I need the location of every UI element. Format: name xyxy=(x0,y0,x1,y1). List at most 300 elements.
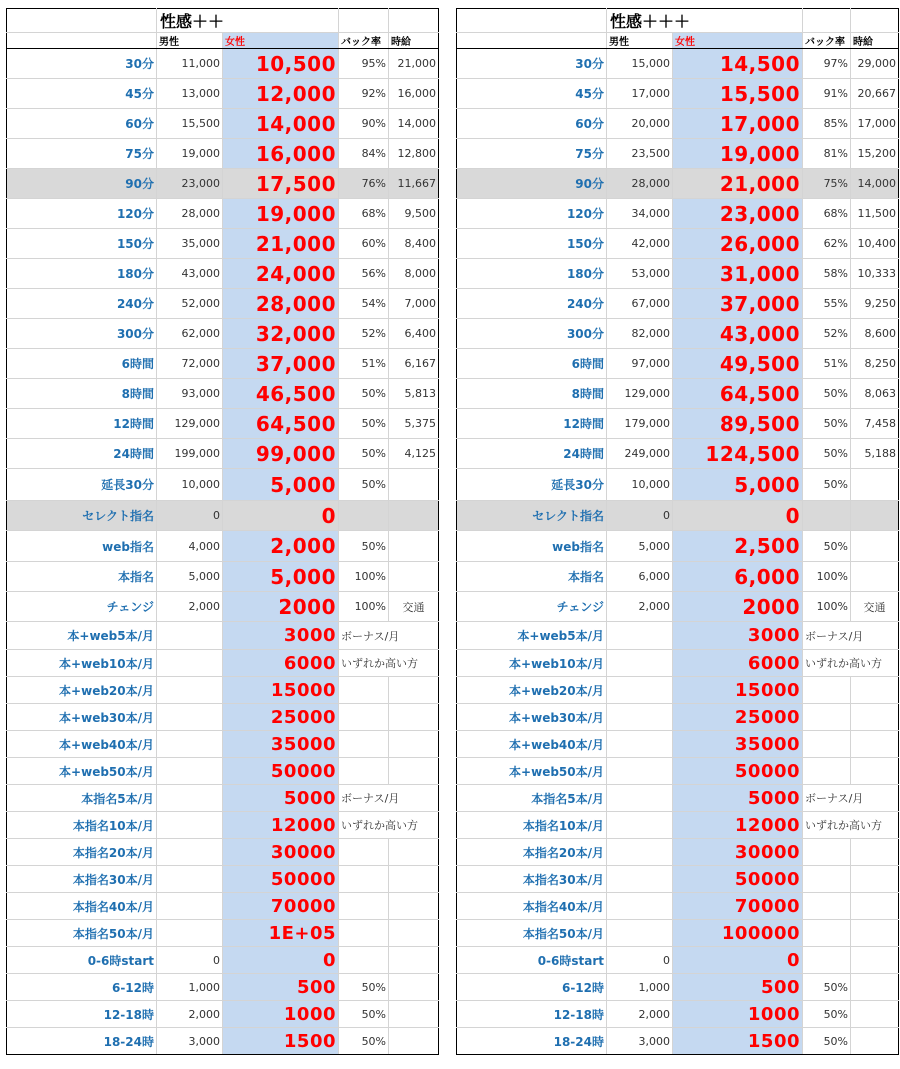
back-rate: 50% xyxy=(803,439,851,469)
hourly-rate xyxy=(389,469,439,501)
male-price xyxy=(157,650,223,677)
female-price: 46,500 xyxy=(223,379,339,409)
table-row xyxy=(7,839,439,866)
back-rate xyxy=(803,839,851,866)
row-label: 本指名50本/月 xyxy=(457,920,607,947)
male-price: 1,000 xyxy=(607,974,673,1001)
row-label: セレクト指名 xyxy=(7,501,157,531)
table-row xyxy=(457,379,899,409)
back-rate: 50% xyxy=(339,531,389,562)
row-label: 60分 xyxy=(457,109,607,139)
back-rate: 85% xyxy=(803,109,851,139)
title-row xyxy=(457,9,899,33)
female-price: 14,000 xyxy=(223,109,339,139)
blank-cell xyxy=(7,9,157,33)
female-price: 1500 xyxy=(223,1028,339,1055)
table-row xyxy=(457,920,899,947)
table-row xyxy=(457,531,899,562)
male-price xyxy=(607,677,673,704)
male-price xyxy=(607,758,673,785)
male-price: 199,000 xyxy=(157,439,223,469)
table-row xyxy=(457,650,899,677)
hourly-rate xyxy=(389,893,439,920)
header-row xyxy=(457,33,899,49)
back-rate: 50% xyxy=(339,1028,389,1055)
table-row xyxy=(7,622,439,650)
row-label: 本+web10本/月 xyxy=(7,650,157,677)
male-price: 23,000 xyxy=(157,169,223,199)
female-price: 0 xyxy=(223,947,339,974)
male-price xyxy=(607,920,673,947)
back-rate xyxy=(339,893,389,920)
table-row xyxy=(457,839,899,866)
row-label: 本+web50本/月 xyxy=(457,758,607,785)
back-rate: 50% xyxy=(339,409,389,439)
male-price: 72,000 xyxy=(157,349,223,379)
female-price: 43,000 xyxy=(673,319,803,349)
row-label: 150分 xyxy=(7,229,157,259)
back-rate xyxy=(803,704,851,731)
male-price xyxy=(157,866,223,893)
back-rate: 51% xyxy=(803,349,851,379)
row-label: 本指名 xyxy=(7,562,157,592)
female-price: 0 xyxy=(673,501,803,531)
female-price: 1500 xyxy=(673,1028,803,1055)
row-label: 240分 xyxy=(7,289,157,319)
blank-cell xyxy=(457,33,607,49)
female-price: 2000 xyxy=(673,592,803,622)
header-back-rate: バック率 xyxy=(803,33,851,49)
back-rate: 60% xyxy=(339,229,389,259)
male-price xyxy=(157,893,223,920)
male-price: 10,000 xyxy=(607,469,673,501)
female-price: 23,000 xyxy=(673,199,803,229)
female-price: 37,000 xyxy=(673,289,803,319)
bonus-note: ボーナス/月 xyxy=(803,785,899,812)
hourly-rate: 21,000 xyxy=(389,49,439,79)
row-label: 120分 xyxy=(457,199,607,229)
row-label: 120分 xyxy=(7,199,157,229)
female-price: 2,000 xyxy=(223,531,339,562)
row-label: 本指名20本/月 xyxy=(457,839,607,866)
table-row xyxy=(457,758,899,785)
female-price: 124,500 xyxy=(673,439,803,469)
male-price: 3,000 xyxy=(157,1028,223,1055)
row-label: 45分 xyxy=(457,79,607,109)
row-label: 本+web30本/月 xyxy=(457,704,607,731)
female-price: 89,500 xyxy=(673,409,803,439)
male-price: 2,000 xyxy=(607,592,673,622)
table-row xyxy=(457,469,899,501)
hourly-rate: 14,000 xyxy=(389,109,439,139)
male-price: 62,000 xyxy=(157,319,223,349)
male-price xyxy=(157,758,223,785)
row-label: 本+web30本/月 xyxy=(7,704,157,731)
row-label: セレクト指名 xyxy=(457,501,607,531)
female-price: 17,500 xyxy=(223,169,339,199)
table-row xyxy=(457,1001,899,1028)
row-label: 本+web40本/月 xyxy=(7,731,157,758)
hourly-rate: 29,000 xyxy=(851,49,899,79)
hourly-rate: 5,375 xyxy=(389,409,439,439)
row-label: 本+web10本/月 xyxy=(457,650,607,677)
table-row xyxy=(7,974,439,1001)
back-rate xyxy=(339,501,389,531)
back-rate: 100% xyxy=(339,592,389,622)
bonus-note: ボーナス/月 xyxy=(339,785,439,812)
bonus-note: いずれか高い方 xyxy=(339,650,439,677)
back-rate xyxy=(339,947,389,974)
table-row xyxy=(457,731,899,758)
female-price: 15,500 xyxy=(673,79,803,109)
table-row xyxy=(7,501,439,531)
female-price: 99,000 xyxy=(223,439,339,469)
male-price: 5,000 xyxy=(157,562,223,592)
back-rate: 50% xyxy=(803,409,851,439)
hourly-rate: 12,800 xyxy=(389,139,439,169)
male-price: 1,000 xyxy=(157,974,223,1001)
hourly-rate xyxy=(851,893,899,920)
hourly-rate xyxy=(389,839,439,866)
row-label: 本+web5本/月 xyxy=(7,622,157,650)
male-price xyxy=(607,893,673,920)
female-price: 17,000 xyxy=(673,109,803,139)
bonus-note: いずれか高い方 xyxy=(803,650,899,677)
header-hourly: 時給 xyxy=(851,33,899,49)
male-price: 23,500 xyxy=(607,139,673,169)
female-price: 100000 xyxy=(673,920,803,947)
row-label: 本指名40本/月 xyxy=(457,893,607,920)
row-label: 30分 xyxy=(457,49,607,79)
table-row xyxy=(7,920,439,947)
table-row xyxy=(457,139,899,169)
back-rate: 62% xyxy=(803,229,851,259)
back-rate: 95% xyxy=(339,49,389,79)
back-rate: 84% xyxy=(339,139,389,169)
table-row xyxy=(7,531,439,562)
female-price: 1E+05 xyxy=(223,920,339,947)
table-row xyxy=(457,812,899,839)
blank-cell xyxy=(851,9,899,33)
female-price: 35000 xyxy=(223,731,339,758)
male-price: 34,000 xyxy=(607,199,673,229)
female-price: 16,000 xyxy=(223,139,339,169)
hourly-rate: 16,000 xyxy=(389,79,439,109)
back-rate: 56% xyxy=(339,259,389,289)
back-rate xyxy=(803,677,851,704)
table-row xyxy=(7,812,439,839)
male-price: 3,000 xyxy=(607,1028,673,1055)
male-price: 10,000 xyxy=(157,469,223,501)
male-price: 17,000 xyxy=(607,79,673,109)
male-price: 28,000 xyxy=(607,169,673,199)
female-price: 12000 xyxy=(673,812,803,839)
male-price: 2,000 xyxy=(607,1001,673,1028)
table-row xyxy=(457,622,899,650)
female-price: 5,000 xyxy=(223,469,339,501)
female-price: 25000 xyxy=(673,704,803,731)
bonus-note: ボーナス/月 xyxy=(803,622,899,650)
table-row xyxy=(7,893,439,920)
table-row xyxy=(457,49,899,79)
back-rate: 50% xyxy=(339,439,389,469)
male-price: 53,000 xyxy=(607,259,673,289)
table-row xyxy=(457,199,899,229)
back-rate: 58% xyxy=(803,259,851,289)
female-price: 2,500 xyxy=(673,531,803,562)
table-title: 性感＋＋ xyxy=(157,9,339,33)
row-label: 6-12時 xyxy=(457,974,607,1001)
row-label: 24時間 xyxy=(457,439,607,469)
table-row xyxy=(457,409,899,439)
male-price xyxy=(157,677,223,704)
table-row xyxy=(7,289,439,319)
back-rate: 50% xyxy=(803,974,851,1001)
hourly-rate: 11,500 xyxy=(851,199,899,229)
male-price xyxy=(607,704,673,731)
male-price xyxy=(607,812,673,839)
back-rate xyxy=(339,839,389,866)
male-price: 97,000 xyxy=(607,349,673,379)
back-rate: 100% xyxy=(803,592,851,622)
back-rate xyxy=(803,920,851,947)
row-label: 150分 xyxy=(457,229,607,259)
back-rate xyxy=(339,704,389,731)
male-price: 2,000 xyxy=(157,1001,223,1028)
male-price xyxy=(157,704,223,731)
bonus-note: いずれか高い方 xyxy=(339,812,439,839)
table-row xyxy=(7,650,439,677)
hourly-rate: 7,000 xyxy=(389,289,439,319)
female-price: 26,000 xyxy=(673,229,803,259)
female-price: 6000 xyxy=(673,650,803,677)
male-price: 129,000 xyxy=(157,409,223,439)
back-rate: 100% xyxy=(339,562,389,592)
hourly-rate: 8,063 xyxy=(851,379,899,409)
male-price: 0 xyxy=(607,947,673,974)
back-rate xyxy=(803,866,851,893)
back-rate: 51% xyxy=(339,349,389,379)
hourly-rate xyxy=(851,531,899,562)
row-label: 240分 xyxy=(457,289,607,319)
back-rate: 50% xyxy=(803,379,851,409)
female-price: 25000 xyxy=(223,704,339,731)
blank-cell xyxy=(339,9,389,33)
male-price xyxy=(157,839,223,866)
row-label: 12時間 xyxy=(7,409,157,439)
table-row xyxy=(457,562,899,592)
male-price xyxy=(607,839,673,866)
row-label: 12-18時 xyxy=(7,1001,157,1028)
hourly-rate xyxy=(851,758,899,785)
row-label: 本指名20本/月 xyxy=(7,839,157,866)
table-title: 性感＋＋＋ xyxy=(607,9,803,33)
table-row xyxy=(457,229,899,259)
table-row xyxy=(7,139,439,169)
hourly-rate xyxy=(851,866,899,893)
table-row xyxy=(457,677,899,704)
male-price: 20,000 xyxy=(607,109,673,139)
hourly-rate: 15,200 xyxy=(851,139,899,169)
hourly-rate: 9,250 xyxy=(851,289,899,319)
male-price: 5,000 xyxy=(607,531,673,562)
male-price: 67,000 xyxy=(607,289,673,319)
back-rate: 50% xyxy=(339,379,389,409)
table-row xyxy=(7,109,439,139)
row-label: 延長30分 xyxy=(457,469,607,501)
hourly-rate: 11,667 xyxy=(389,169,439,199)
female-price: 50000 xyxy=(223,866,339,893)
hourly-rate: 10,400 xyxy=(851,229,899,259)
header-male: 男性 xyxy=(607,33,673,49)
back-rate: 52% xyxy=(803,319,851,349)
table-row xyxy=(457,704,899,731)
female-price: 50000 xyxy=(673,758,803,785)
back-rate: 90% xyxy=(339,109,389,139)
back-rate: 68% xyxy=(339,199,389,229)
hourly-rate xyxy=(389,974,439,1001)
female-price: 49,500 xyxy=(673,349,803,379)
female-price: 1000 xyxy=(673,1001,803,1028)
female-price: 32,000 xyxy=(223,319,339,349)
table-row xyxy=(7,1001,439,1028)
row-label: 0-6時start xyxy=(7,947,157,974)
row-label: 本指名5本/月 xyxy=(7,785,157,812)
back-rate: 92% xyxy=(339,79,389,109)
row-label: 本+web40本/月 xyxy=(457,731,607,758)
hourly-rate xyxy=(389,531,439,562)
back-rate xyxy=(339,677,389,704)
hourly-rate xyxy=(389,1001,439,1028)
male-price: 6,000 xyxy=(607,562,673,592)
female-price: 15000 xyxy=(673,677,803,704)
hourly-rate: 交通 xyxy=(389,592,439,622)
female-price: 50000 xyxy=(223,758,339,785)
hourly-rate xyxy=(389,677,439,704)
female-price: 19,000 xyxy=(673,139,803,169)
back-rate xyxy=(339,758,389,785)
row-label: 本指名5本/月 xyxy=(457,785,607,812)
row-label: 6時間 xyxy=(457,349,607,379)
back-rate: 50% xyxy=(803,1001,851,1028)
male-price: 43,000 xyxy=(157,259,223,289)
female-price: 6,000 xyxy=(673,562,803,592)
blank-cell xyxy=(389,9,439,33)
hourly-rate xyxy=(851,731,899,758)
female-price: 30000 xyxy=(673,839,803,866)
female-price: 70000 xyxy=(673,893,803,920)
row-label: 8時間 xyxy=(7,379,157,409)
male-price: 28,000 xyxy=(157,199,223,229)
male-price: 82,000 xyxy=(607,319,673,349)
back-rate xyxy=(803,893,851,920)
header-hourly: 時給 xyxy=(389,33,439,49)
row-label: 本指名10本/月 xyxy=(7,812,157,839)
hourly-rate: 10,333 xyxy=(851,259,899,289)
hourly-rate: 交通 xyxy=(851,592,899,622)
table-row xyxy=(457,439,899,469)
hourly-rate xyxy=(851,562,899,592)
header-female: 女性 xyxy=(673,33,803,49)
row-label: 90分 xyxy=(457,169,607,199)
back-rate: 100% xyxy=(803,562,851,592)
female-price: 21,000 xyxy=(673,169,803,199)
table-row xyxy=(457,169,899,199)
table-row xyxy=(7,169,439,199)
table-row xyxy=(7,319,439,349)
male-price: 0 xyxy=(157,947,223,974)
row-label: 6-12時 xyxy=(7,974,157,1001)
back-rate: 75% xyxy=(803,169,851,199)
female-price: 6000 xyxy=(223,650,339,677)
table-row xyxy=(457,947,899,974)
hourly-rate xyxy=(389,1028,439,1055)
male-price xyxy=(607,731,673,758)
female-price: 500 xyxy=(223,974,339,1001)
row-label: チェンジ xyxy=(7,592,157,622)
table-row xyxy=(7,379,439,409)
table-row xyxy=(457,109,899,139)
row-label: チェンジ xyxy=(457,592,607,622)
row-label: 本+web20本/月 xyxy=(7,677,157,704)
row-label: 本指名50本/月 xyxy=(7,920,157,947)
female-price: 50000 xyxy=(673,866,803,893)
row-label: 12-18時 xyxy=(457,1001,607,1028)
female-price: 3000 xyxy=(223,622,339,650)
hourly-rate xyxy=(389,731,439,758)
table-row xyxy=(7,49,439,79)
back-rate xyxy=(339,920,389,947)
table-row xyxy=(7,79,439,109)
table-row xyxy=(7,349,439,379)
table-row xyxy=(7,785,439,812)
male-price: 35,000 xyxy=(157,229,223,259)
back-rate: 55% xyxy=(803,289,851,319)
female-price: 0 xyxy=(673,947,803,974)
bonus-note: ボーナス/月 xyxy=(339,622,439,650)
table-row xyxy=(457,79,899,109)
blank-cell xyxy=(457,9,607,33)
back-rate: 97% xyxy=(803,49,851,79)
title-row xyxy=(7,9,439,33)
female-price: 15000 xyxy=(223,677,339,704)
male-price: 2,000 xyxy=(157,592,223,622)
row-label: 180分 xyxy=(457,259,607,289)
back-rate: 50% xyxy=(803,1028,851,1055)
back-rate: 76% xyxy=(339,169,389,199)
female-price: 31,000 xyxy=(673,259,803,289)
row-label: 45分 xyxy=(7,79,157,109)
male-price xyxy=(157,731,223,758)
male-price xyxy=(157,812,223,839)
hourly-rate: 5,188 xyxy=(851,439,899,469)
row-label: web指名 xyxy=(457,531,607,562)
hourly-rate xyxy=(851,1001,899,1028)
back-rate xyxy=(803,731,851,758)
back-rate: 52% xyxy=(339,319,389,349)
row-label: 0-6時start xyxy=(457,947,607,974)
hourly-rate: 20,667 xyxy=(851,79,899,109)
row-label: 本指名30本/月 xyxy=(7,866,157,893)
male-price xyxy=(607,785,673,812)
hourly-rate xyxy=(851,677,899,704)
female-price: 5,000 xyxy=(673,469,803,501)
back-rate: 50% xyxy=(803,531,851,562)
hourly-rate xyxy=(389,920,439,947)
female-price: 5000 xyxy=(223,785,339,812)
hourly-rate: 5,813 xyxy=(389,379,439,409)
female-price: 3000 xyxy=(673,622,803,650)
